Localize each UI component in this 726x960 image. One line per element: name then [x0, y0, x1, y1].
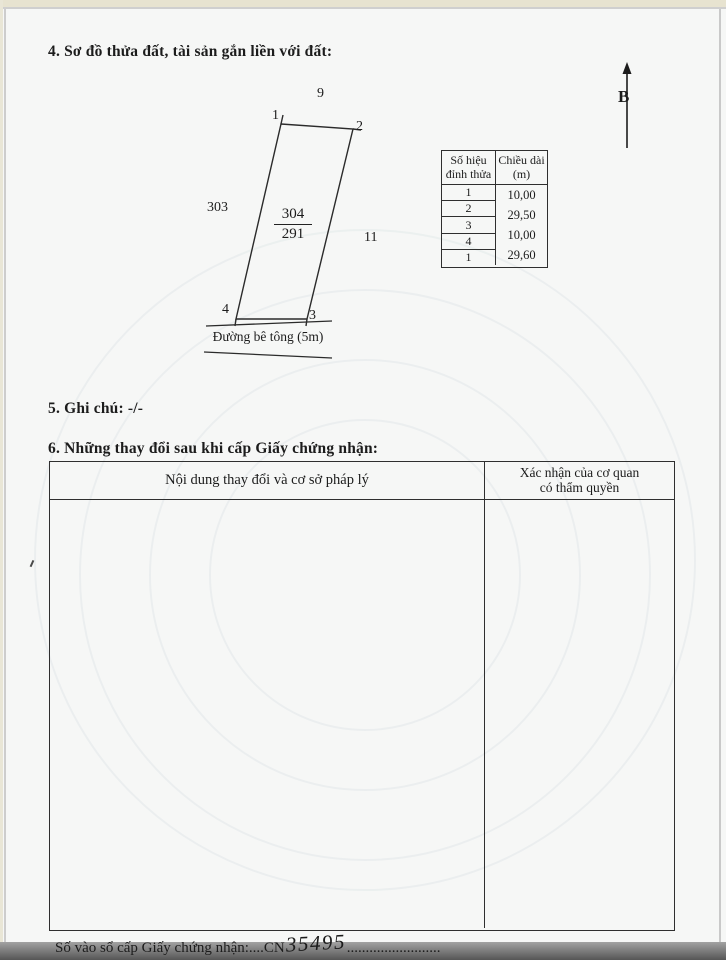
section5-title: 5. Ghi chú: -/- [48, 400, 144, 417]
changes-col1-header: Nội dung thay đổi và cơ sở pháp lý [50, 462, 485, 499]
col2-header-line1: Chiều dài [498, 153, 545, 168]
adjacent-parcel-right-label: 11 [364, 230, 378, 245]
registry-label: Số vào sổ cấp Giấy chứng nhận:....CN [55, 940, 285, 956]
changes-confirmation-cell [485, 500, 674, 928]
vertex-row: 4 [442, 233, 495, 249]
vertex-1-label: 1 [272, 108, 279, 123]
edge-length: 10,00 [507, 187, 536, 202]
section4-title: 4. Sơ đồ thửa đất, tài sản gắn liền với đất: [48, 43, 333, 60]
vertex-table-col2-header [496, 151, 547, 184]
changes-table-body [50, 500, 674, 928]
edge-length: 29,60 [507, 247, 536, 262]
vertex-row: 1 [465, 185, 472, 200]
parcel-number: 304 [274, 206, 312, 225]
adjacent-parcel-left-label: 303 [207, 200, 228, 215]
changes-col2-line2: có thẩm quyền [539, 479, 620, 495]
vertex-3-label: 3 [309, 308, 316, 323]
edge-length: 29,50 [507, 207, 536, 222]
changes-table [49, 461, 675, 931]
adjacent-parcel-top-label: 9 [317, 86, 324, 101]
compass-north-label: B [618, 87, 630, 106]
changes-table-header [50, 462, 674, 500]
section6-title: 6. Những thay đổi sau khi cấp Giấy chứng nhận: [48, 440, 379, 457]
vertex-table-header [442, 151, 547, 185]
edge-length-column [496, 185, 547, 265]
registry-handwritten-number: 35495 [285, 929, 347, 957]
vertex-row: 1 [442, 249, 495, 265]
changes-content-cell [50, 500, 485, 928]
vertex-row: 2 [442, 200, 495, 216]
vertex-row: 3 [442, 216, 495, 232]
road-label: Đường bê tông (5m) [212, 329, 324, 344]
parcel-number-area [274, 206, 312, 243]
vertex-table-body [442, 185, 547, 265]
changes-col2-header [485, 462, 674, 499]
vertex-4-label: 4 [222, 302, 229, 317]
parcel-area: 291 [281, 226, 305, 242]
vertex-table-col1-header: Số hiệu đỉnh thửa [442, 151, 496, 184]
changes-col2-line1: Xác nhận của cơ quan [519, 464, 640, 480]
registry-number-line [55, 929, 441, 958]
col2-header-line2: (m) [512, 166, 531, 181]
vertex-number-column [442, 185, 496, 265]
edge-length: 10,00 [507, 227, 536, 242]
vertex-length-table [441, 150, 548, 268]
vertex-2-label: 2 [356, 119, 363, 134]
registry-trailing-dots: ......................... [346, 940, 441, 956]
